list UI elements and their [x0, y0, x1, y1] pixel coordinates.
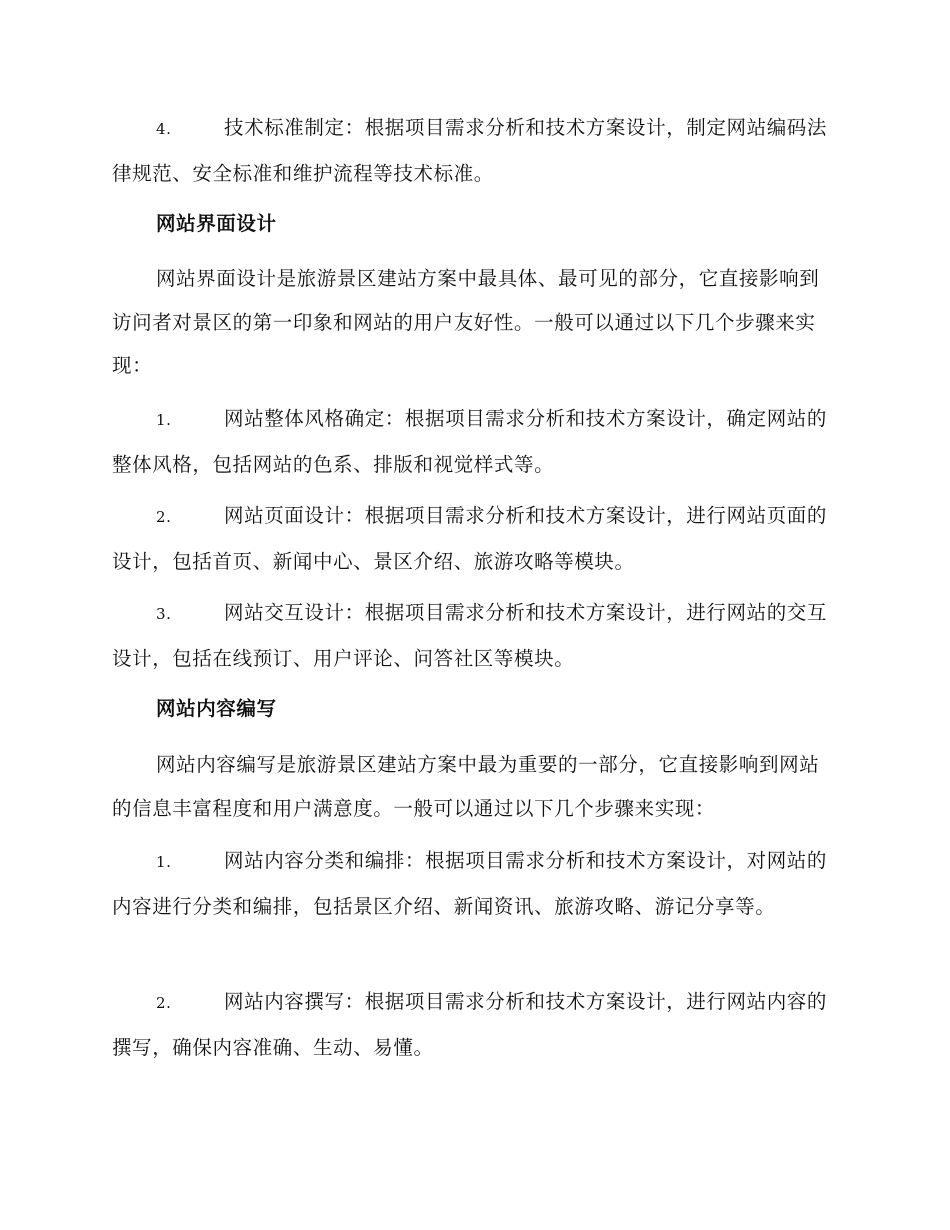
- list-item-tech-standards: [112, 106, 832, 195]
- section-heading-content-writing: 网站内容编写: [156, 697, 277, 720]
- list-item-content-categorize: [112, 839, 832, 928]
- list-item-ui-style: [112, 397, 832, 486]
- list-item-text: 网站内容撰写：根据项目需求分析和技术方案设计，进行网站内容的撰写，确保内容准确、生动、易懂。: [112, 990, 828, 1059]
- section-heading-ui-design: 网站界面设计: [156, 212, 277, 235]
- list-item-text: 技术标准制定：根据项目需求分析和技术方案设计，制定网站编码法律规范、安全标准和维护流程等技术标准。: [112, 116, 828, 185]
- list-item-text: 网站整体风格确定：根据项目需求分析和技术方案设计，确定网站的整体风格，包括网站的色系、排版和视觉样式等。: [112, 407, 828, 476]
- list-item-text: 网站页面设计：根据项目需求分析和技术方案设计，进行网站页面的设计，包括首页、新闻中心、景区介绍、旅游攻略等模块。: [112, 504, 828, 573]
- list-number: 2.: [156, 994, 172, 1012]
- list-number: 1.: [156, 853, 172, 871]
- list-item-content-writing: [112, 980, 832, 1069]
- paragraph-ui-intro: 网站界面设计是旅游景区建站方案中最具体、最可见的部分，它直接影响到访问者对景区的第一印象和网站的用户友好性。一般可以通过以下几个步骤来实现：: [112, 267, 820, 377]
- list-item-ui-pages: [112, 494, 832, 583]
- list-number: 4.: [156, 120, 172, 138]
- list-item-text: 网站交互设计：根据项目需求分析和技术方案设计，进行网站的交互设计，包括在线预订、用户评论、问答社区等模块。: [112, 601, 828, 670]
- list-number: 1.: [156, 411, 172, 429]
- paragraph-content-intro: 网站内容编写是旅游景区建站方案中最为重要的一部分，它直接影响到网站的信息丰富程度和用户满意度。一般可以通过以下几个步骤来实现：: [112, 753, 820, 820]
- list-number: 2.: [156, 508, 172, 526]
- list-item-ui-interaction: [112, 591, 832, 680]
- list-number: 3.: [156, 605, 172, 623]
- list-item-text: 网站内容分类和编排：根据项目需求分析和技术方案设计，对网站的内容进行分类和编排，包括景区介绍、新闻资讯、旅游攻略、游记分享等。: [112, 849, 828, 918]
